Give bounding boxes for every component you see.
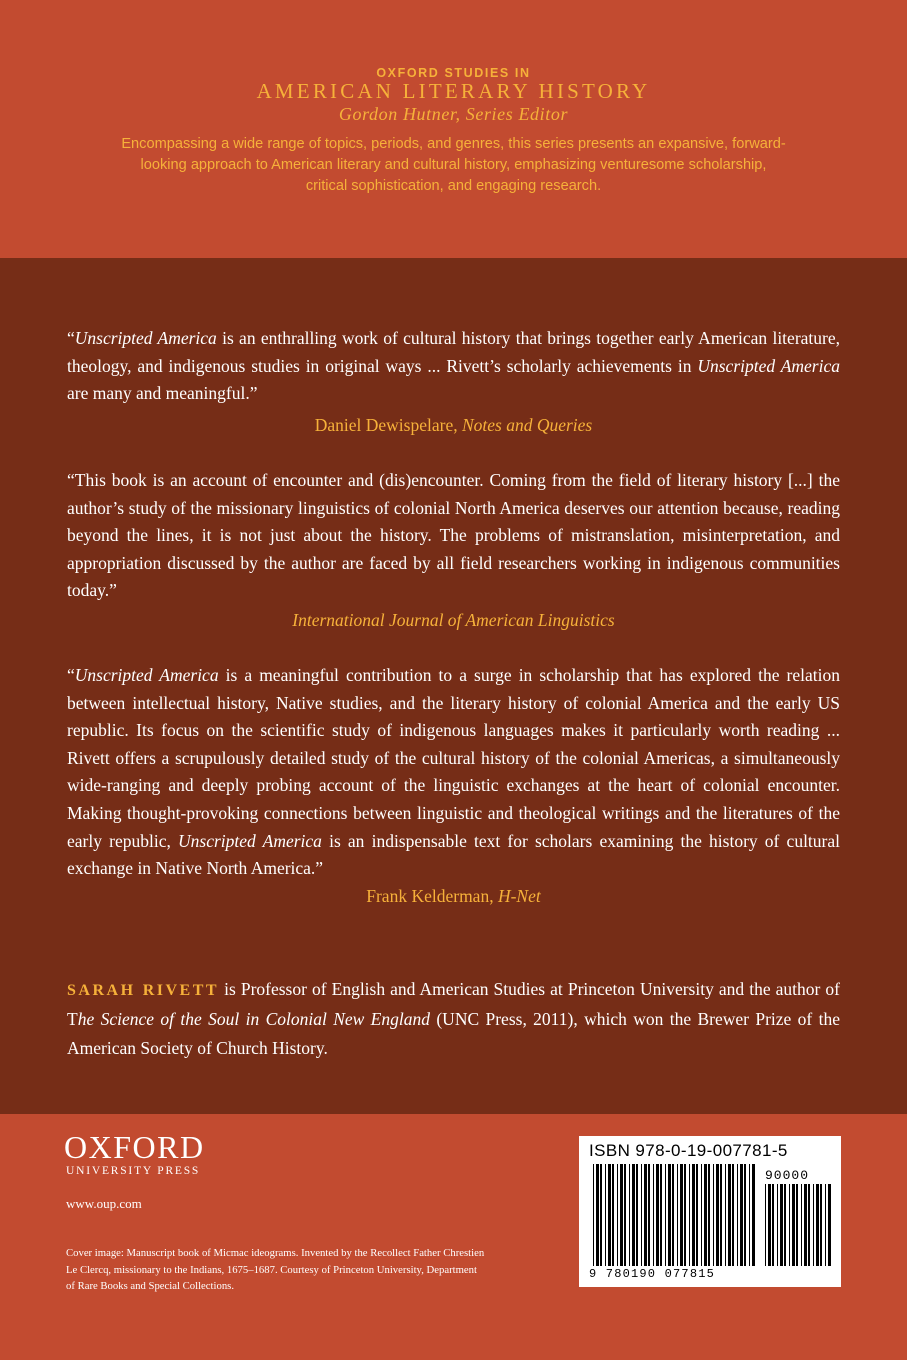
- barcode-icon: [579, 1136, 841, 1287]
- cover-credit: Cover image: Manuscript book of Micmac ideograms. Invented by the Recollect Father Chrestien Le Clercq, missionary to the Indians, 1675–1687. Courtesy of Princeton University, Department of Rare Books and Special Collections.: [66, 1247, 485, 1292]
- series-editor: Gordon Hutner, Series Editor: [338, 104, 569, 124]
- author-bio: SARAH RIVETT is Professor of English and American Studies at Princeton University and the author of The Science of the Soul in Colonial New England (UNC Press, 2011), which won the Brewer Prize of the American Society of Church History.: [67, 979, 840, 1058]
- book-title: Unscripted America: [74, 328, 217, 348]
- review-attribution-2: International Journal of American Linguistics: [292, 610, 615, 630]
- publisher-subtitle: UNIVERSITY PRESS: [66, 1165, 201, 1177]
- author-name: SARAH RIVETT: [67, 982, 220, 999]
- book-title: Unscripted America: [178, 830, 322, 851]
- review-quote-1: “Unscripted America is an enthralling work of cultural history that brings together early American literature, theology, and indigenous studies in original ways ... Rivett’s scholarly achievements in Unscripted America are many and meaningful.”: [67, 328, 840, 404]
- review-attribution-1: Daniel Dewispelare, Notes and Queries: [314, 415, 593, 435]
- publisher-url[interactable]: www.oup.com: [66, 1196, 142, 1211]
- isbn-label: ISBN 978-0-19-007781-5: [589, 1141, 788, 1160]
- series-description: Encompassing a wide range of topics, periods, and genres, this series presents an expansive, forward-looking approach to American literary and cultural history, emphasizing venturesome scholarship, critical sophistication, and engaging research.: [121, 136, 786, 194]
- price-code: 90000: [765, 1168, 810, 1183]
- review-quote-2: “This book is an account of encounter and (dis)encounter. Coming from the field of literary history [...] the author’s study of the missionary linguistics of colonial North America deserves our attention because, reading beyond the lines, it is not just about the history. The problems of mistranslation, misinterpretation, and appropriation discussed by the author are faced by all field researchers working in indigenous communities today.”: [67, 470, 840, 601]
- book-title: Unscripted America: [697, 355, 840, 376]
- review-attribution-3: Frank Kelderman, H-Net: [366, 886, 541, 906]
- series-kicker: OXFORD STUDIES IN: [376, 66, 531, 80]
- publisher-logo: OXFORD: [64, 1129, 205, 1165]
- barcode-panel: [579, 1136, 841, 1287]
- book-title: Unscripted America: [74, 665, 219, 685]
- review-quote-3: “Unscripted America is a meaningful contribution to a surge in scholarship that has explored the relation between intellectual history, Native studies, and the literary history of colonial America and the early US republic. Its focus on the scientific study of indigenous languages makes it particularly worth reading ... Rivett offers a scrupulously detailed study of the cultural history of the colonial Americas, a simultaneously wide-ranging and deeply probing account of the linguistic exchanges at the heart of colonial encounter. Making thought-provoking connections between linguistic and theological writings and the literatures of the early republic, Unscripted America is an indispensable text for scholars examining the history of cultural exchange in Native North America.”: [67, 665, 840, 879]
- series-band: [0, 0, 907, 258]
- ean-digits: 9 780190 077815: [589, 1267, 716, 1281]
- book-title: he Science of the Soul in Colonial New England: [77, 1009, 430, 1029]
- series-title: AMERICAN LITERARY HISTORY: [256, 79, 651, 103]
